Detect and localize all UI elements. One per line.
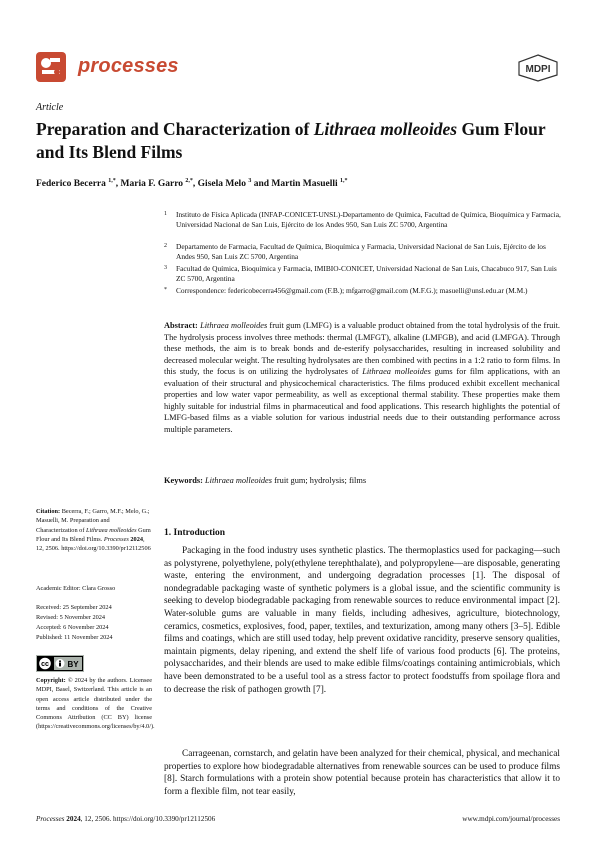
author-name: Martin Masuelli [271, 179, 338, 190]
author-affiliation-mark: 3 [248, 178, 252, 184]
correspondence [164, 286, 564, 296]
author-name: Federico Becerra [36, 179, 106, 190]
mdpi-logo[interactable] [516, 54, 560, 82]
journal-logo[interactable] [36, 52, 186, 86]
mdpi-logo-text: MDPI [525, 64, 551, 75]
citation-journal: Processes [103, 535, 129, 543]
affiliation-text: Departamento de Farmacia, Facultad de Química, Bioquímica y Farmacia, Universidad Nacional de San Luis, Ejército de los Andes 950, San Luis ZC 5700, Argentina [176, 242, 546, 262]
citation-text: Becerra, F.; Garro, M.F.; Melo, G.; Masuelli, M. Preparation and Characterization of [36, 508, 150, 534]
author-name: Gisela Melo [197, 179, 246, 190]
author-conjunction: and [251, 179, 272, 190]
abstract-label: Abstract: [164, 321, 198, 330]
author-affiliation-mark: 1,* [108, 178, 116, 184]
accepted-date: Accepted: 6 November 2024 [36, 624, 109, 631]
footer-year: 2024 [64, 815, 81, 823]
journal-name: processes [78, 55, 179, 77]
affiliation-number: 2 [164, 243, 167, 249]
citation-block [36, 507, 152, 553]
abstract-species: Lithraea molleoides [200, 321, 268, 330]
keywords-text: fruit gum; hydrolysis; films [272, 476, 367, 485]
affiliation-text: Facultad de Química, Bioquímica y Farmacia, IMIBIO-CONICET, Universidad Nacional de San Luis, Chacabuco 917, San Luis ZC 5700, Argentina [176, 264, 557, 284]
footer-citation[interactable] [36, 815, 215, 823]
affiliation-number: 3 [164, 265, 167, 271]
affiliation-item [164, 210, 564, 231]
citation-label: Citation: [36, 508, 61, 515]
footer-doi: , 12, 2506. https://doi.org/10.3390/pr12112506 [80, 815, 216, 823]
section-heading: 1. Introduction [164, 528, 226, 538]
affiliation-item [164, 242, 564, 263]
author-list: Federico Becerra $^{1,*}$, Maria F. Garro $^{2,*}$, Gisela Melo $^3$ and Martin Masuelli $^{1,*}$ [36, 178, 348, 190]
revised-date: Revised: 5 November 2024 [36, 614, 106, 621]
published-date: Published: 11 November 2024 [36, 634, 113, 641]
abstract [164, 320, 560, 435]
mdpi-logo-icon [516, 54, 560, 82]
cc-icon-text: cc [41, 661, 49, 669]
by-icon-text: BY [67, 660, 79, 669]
citation-species: Lithraea molleoides [86, 526, 137, 534]
keyword-species: Lithraea molleoides [205, 476, 273, 485]
academic-editor: Academic Editor: Clara Grosso [36, 585, 116, 592]
keywords [164, 475, 560, 487]
body-paragraph: Packaging in the food industry uses synthetic plastics. The thermoplastics used for packaging—such as polystyrene, polyethylene, poly(ethylene terephthalate), and polypropylene—are disposable, generating waste, entering the environment, and undergoing degradation processes [1]. The disposal of nondegradable packaging waste of synthetic polymers is a global issue, and the scientific community is seeking to develop biodegradable packaging from renewable sources to reduce environmental impact [2]. Water-soluble gums are valuable in many fields, including adhesives, agriculture, biotechnology, ceramics, cosmetics, explosives, food, paper, textiles, and texturization, among many others [3–5]. Edible films and coatings, which are still used today, help prevent oxidative rancidity, preserve sensory qualities, maintain pigments, delay ripening, and extend the shelf life of various food products [6]. The proteins, polysaccharides, and their blends are used to make edible films/coatings containing antimicrobials, which have been demonstrated to be a useful tool as a stress factor to protect foodstuffs from spoilage flora and to decrease the risk of pathogen growth [7]. [164, 546, 560, 695]
body-paragraph: Carrageenan, cornstarch, and gelatin have been analyzed for their chemical, physical, and mechanical properties to explore how biodegradable alternatives from renewable sources can be used to produce films [8]. Starch formulations with a protein show potential because protein has characteristics that allow it to form a flexible film, not tear easily, [164, 749, 560, 797]
abstract-text: fruit gum (LMFG) is a valuable product obtained from the total hydrolysis of the fruit. The hydrolysis process involves three methods: thermal (LMFGT), alkaline (LMFGB), and acid (LMFGA). Through these methods, the aim is to break bonds and de-esterify polysaccharides, resulting in increased solubility and decreased molecular weight. The resulting hydrolysates are then combined with pectins in a 1:2 ratio to form films. In this study, the focus is on utilizing the hydrolysates of [164, 321, 560, 376]
copyright-text: © 2024 by the authors. Licensee MDPI, Basel, Switzerland. This article is an open access article distributed under the terms and conditions of the Creative Commons Attribution (CC BY) license (https://creativecommons.org/licenses/by/4.0/). [36, 677, 155, 731]
cc-by-license-badge[interactable] [36, 655, 84, 672]
affiliation-item [164, 264, 564, 285]
processes-logo-icon [36, 52, 66, 82]
received-date: Received: 25 September 2024 [36, 604, 112, 611]
title-part-1: Preparation and Characterization of [36, 119, 314, 139]
cc-by-icon [36, 655, 84, 672]
keywords-label: Keywords: [164, 476, 203, 485]
citation-doi[interactable]: , 12, 2506. https://doi.org/10.3390/pr12112506 [36, 535, 151, 553]
author-name: Maria F. Garro [120, 179, 184, 190]
author-affiliation-mark: 2,* [185, 178, 193, 184]
citation-year: 2024 [128, 535, 143, 543]
affiliation-text: Instituto de Física Aplicada (INFAP-CONICET-UNSL)-Departamento de Química, Facultad de Química, Bioquímica y Farmacia, Universidad Nacional de San Luis, Ejército de los Andes 950, San Luis ZC 5700, Argentina [176, 210, 561, 230]
footer-journal-url[interactable]: www.mdpi.com/journal/processes [462, 815, 560, 823]
copyright-notice [36, 676, 155, 732]
abstract-text: gums for film applications, with an evaluation of their structural and physicochemical characteristics. The films produced exhibit excellent mechanical properties and low water vapor permeability, as well as exceptional thermal stability. These properties make them highly suitable for industrial films in pharmaceutical and food applications. This research highlights the potential of LMFG-based films as a viable solution for various industrial needs due to their outstanding performance across multiple parameters. [164, 367, 561, 434]
affiliation-number: * [164, 287, 167, 293]
author-affiliation-mark: 1,* [340, 178, 348, 184]
abstract-species: Lithraea molleoides [362, 367, 431, 376]
footer-journal: Processes [36, 815, 65, 823]
citation-text: Gum Flour and Its Blend Films. [36, 526, 151, 543]
copyright-label: Copyright: [36, 677, 66, 684]
title-part-2: Gum Flour and Its Blend Films [36, 119, 546, 162]
article-title [36, 118, 556, 164]
affiliation-number: 1 [164, 211, 167, 217]
correspondence-text[interactable]: Correspondence: federicobecerra456@gmail.com (F.B.); mfgarro@gmail.com (M.F.G.); masuelli@unsl.edu.ar (M.M.) [176, 286, 528, 295]
article-type: Article [36, 102, 64, 113]
title-species: Lithraea molleoides [313, 119, 458, 139]
